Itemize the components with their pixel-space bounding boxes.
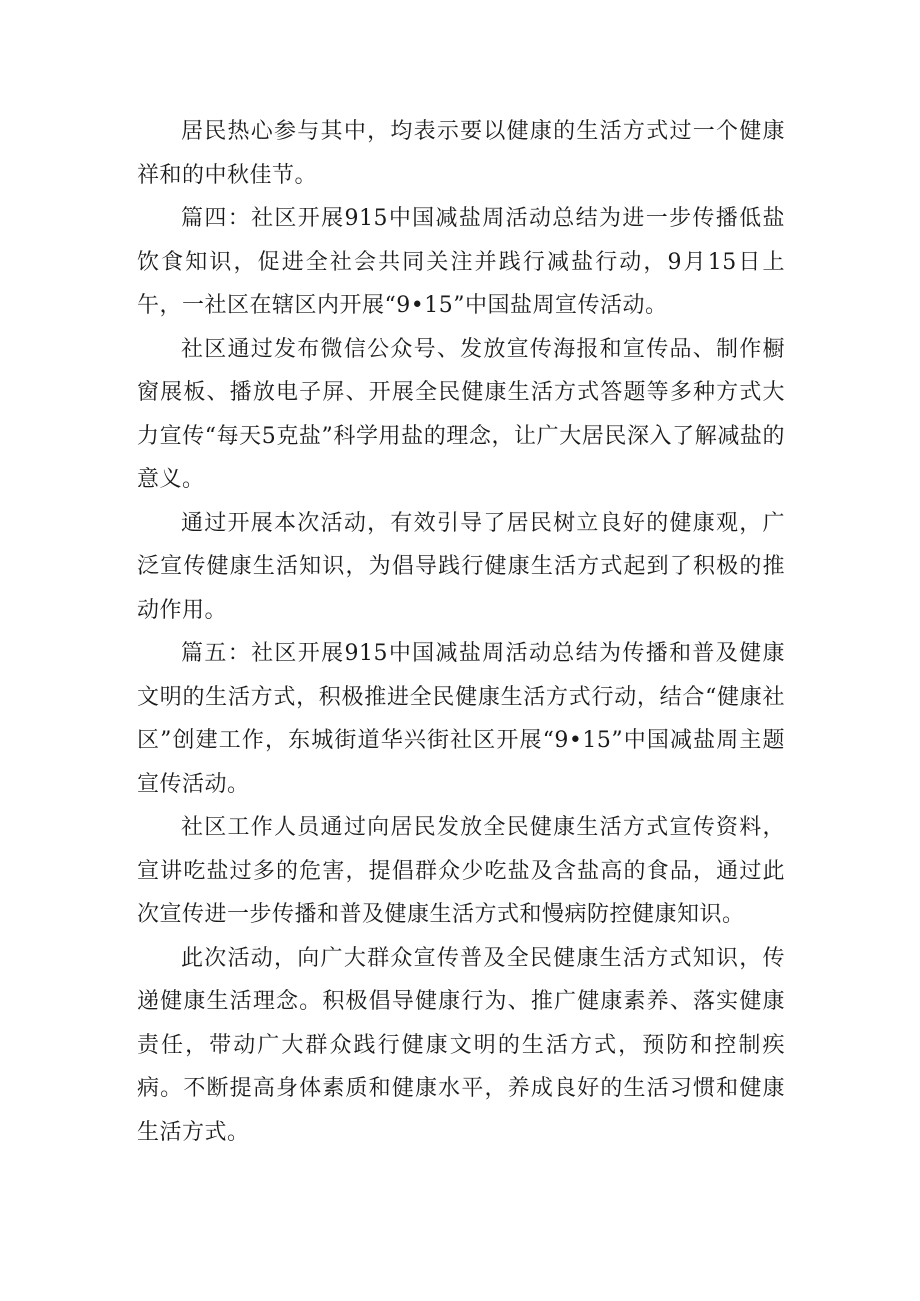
- paragraph-6: 社区工作人员通过向居民发放全民健康生活方式宣传资料，宣讲吃盐过多的危害，提倡群众少吃盐及含盐高的食品，通过此次宣传进一步传播和普及健康生活方式和慢病防控健康知识。: [137, 815, 785, 927]
- paragraph-7: 此次活动，向广大群众宣传普及全民健康生活方式知识，传递健康生活理念。积极倡导健康行为、推广健康素养、落实健康责任，带动广大群众践行健康文明的生活方式，预防和控制疾病。不断提高身体素质和健康水平，养成良好的生活习惯和健康生活方式。: [137, 945, 785, 1145]
- paragraph-3: 社区通过发布微信公众号、发放宣传海报和宣传品、制作橱窗展板、播放电子屏、开展全民健康生活方式答题等多种方式大力宣传“每天5克盐”科学用盐的理念，让广大居民深入了解减盐的意义。: [137, 336, 785, 492]
- document-body: [137, 110, 785, 1154]
- paragraph-4: 通过开展本次活动，有效引导了居民树立良好的健康观，广泛宣传健康生活知识，为倡导践行健康生活方式起到了积极的推动作用。: [137, 510, 785, 623]
- paragraph-2: 篇四：社区开展915中国减盐周活动总结为进一步传播低盐饮食知识，促进全社会共同关注并践行减盐行动，9月15日上午，一社区在辖区内开展“9•15”中国盐周宣传活动。: [137, 206, 785, 318]
- paragraph-5: 篇五：社区开展915中国减盐周活动总结为传播和普及健康文明的生活方式，积极推进全民健康生活方式行动，结合“健康社区”创建工作，东城街道华兴街社区开展“9•15”中国减盐周主题宣传活动。: [137, 641, 785, 797]
- paragraph-1: 居民热心参与其中，均表示要以健康的生活方式过一个健康祥和的中秋佳节。: [137, 119, 785, 188]
